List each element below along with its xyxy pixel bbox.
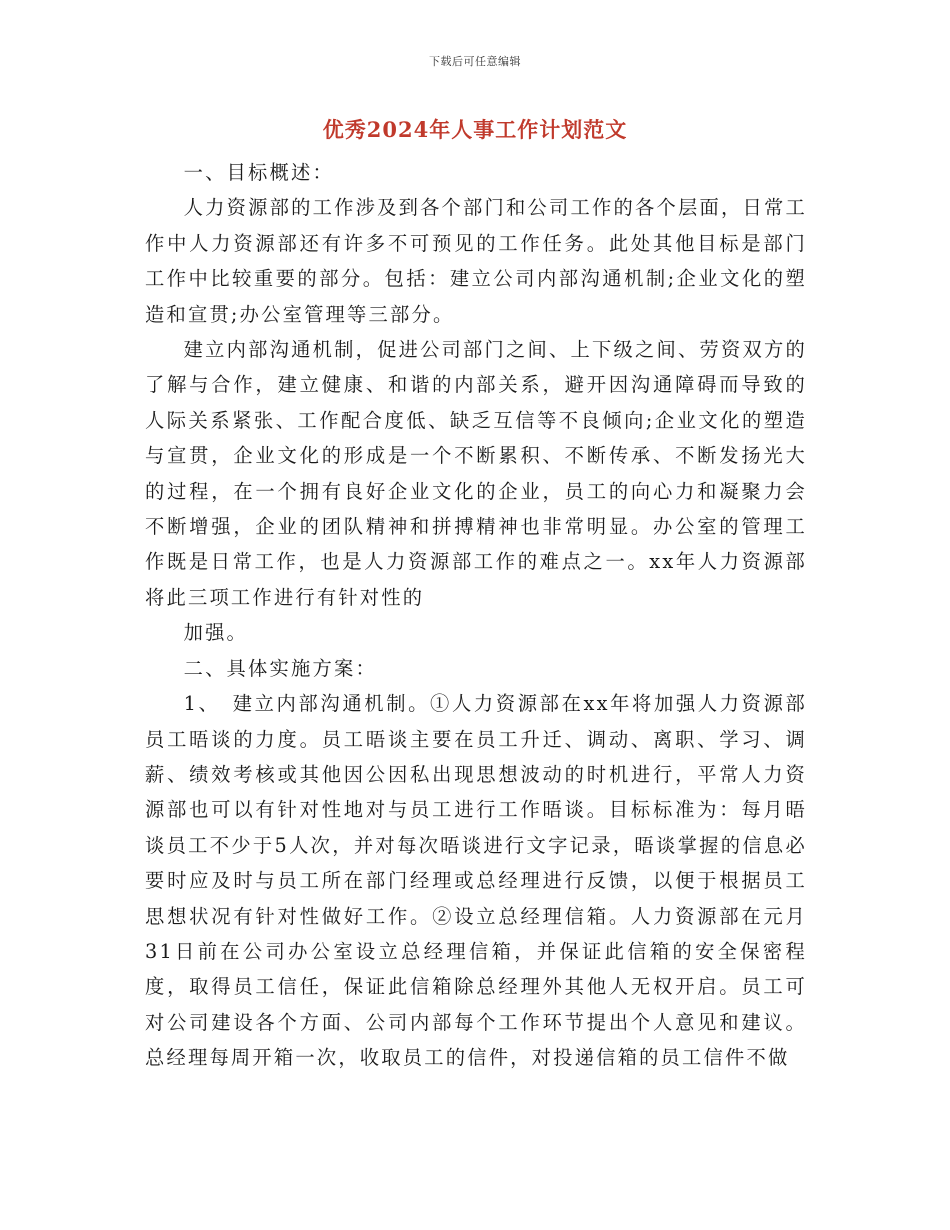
section-heading-plan: 二、具体实施方案：: [183, 656, 377, 680]
paragraph-hr-overview: 人力资源部的工作涉及到各个部门和公司工作的各个层面，日常工作中人力资源部还有许多不可预见的工作任务。此处其他目标是部门工作中比较重要的部分。包括：建立公司内部沟通机制;企业文化的塑造和宣贯;办公室管理等三部分。: [145, 196, 807, 326]
paragraph-communication-culture: 建立内部沟通机制，促进公司部门之间、上下级之间、劳资双方的了解与合作，建立健康、和谐的内部关系，避开因沟通障碍而导致的人际关系紧张、工作配合度低、缺乏互信等不良倾向;企业文化的塑造与宣贯，企业文化的形成是一个不断累积、不断传承、不断发扬光大的过程，在一个拥有良好企业文化的企业，员工的向心力和凝聚力会不断增强，企业的团队精神和拼搏精神也非常明显。办公室的管理工作既是日常工作，也是人力资源部工作的难点之一。xx年人力资源部将此三项工作进行有针对性的: [145, 338, 807, 609]
paragraph-strengthen: 加强。: [183, 621, 249, 645]
document-body: [145, 155, 807, 1076]
paragraph-plan-item-1: 1、 建立内部沟通机制。①人力资源部在xx年将加强人力资源部员工晤谈的力度。员工晤谈主要在员工升迁、调动、离职、学习、调薪、绩效考核或其他因公因私出现思想波动的时机进行，平常人力资源部也可以有针对性地对与员工进行工作晤谈。目标标准为：每月晤谈员工不少于5人次，并对每次晤谈进行文字记录，晤谈掌握的信息必要时应及时与员工所在部门经理或总经理进行反馈，以便于根据员工思想状况有针对性做好工作。②设立总经理信箱。人力资源部在元月31日前在公司办公室设立总经理信箱，并保证此信箱的安全保密程度，取得员工信任，保证此信箱除总经理外其他人无权开启。员工可对公司建设各个方面、公司内部每个工作环节提出个人意见和建议。总经理每周开箱一次，收取员工的信件，对投递信箱的员工信件不做: [145, 692, 807, 1070]
document-title: 优秀2024年人事工作计划范文: [322, 117, 628, 142]
section-heading-goals: 一、目标概述：: [183, 161, 334, 184]
header-note: 下载后可任意编辑: [429, 55, 521, 68]
